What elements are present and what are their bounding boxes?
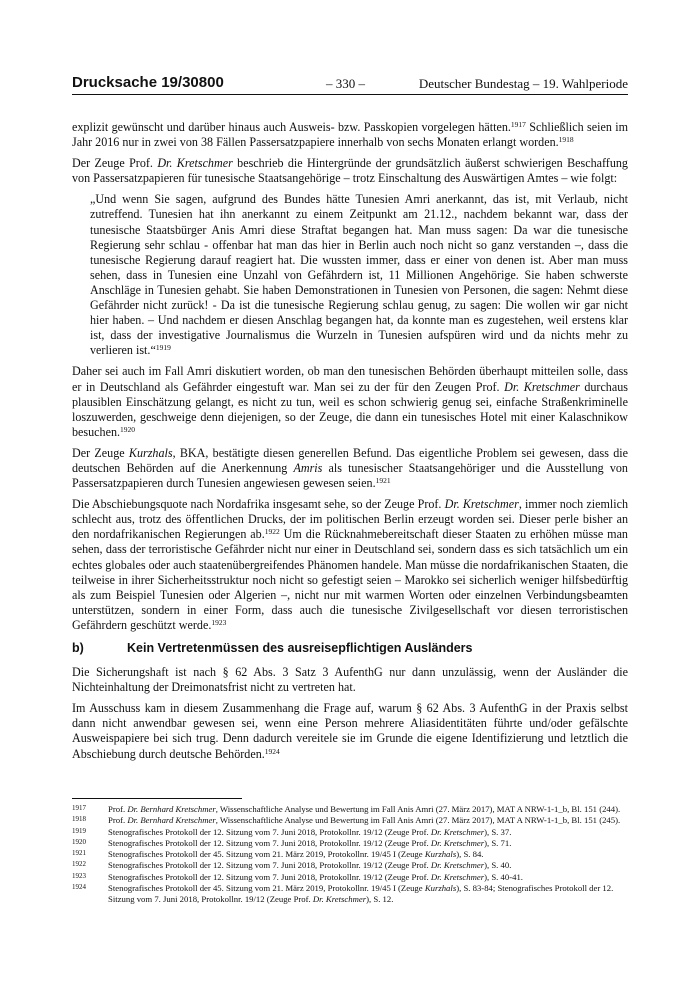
header-rule <box>72 94 628 95</box>
footnote: 1924 Stenografisches Protokoll der 45. Sitzung vom 21. März 2019, Protokollnr. 19/45 I (Zeuge Kurzhals), S. 83-84; Stenografisches Protokoll der 12. Sitzung vom 7. Juni 2018, Protokollnr. 19/12 (Zeuge Prof. Dr. Kretschmer), S. 12. <box>72 883 614 905</box>
doc-prefix: Drucksache 19/ <box>72 74 183 91</box>
footnote-ref[interactable]: 1923 <box>211 617 227 627</box>
footnote-ref[interactable]: 1924 <box>264 746 280 756</box>
footnotes <box>72 804 628 906</box>
footnote: 1919 Stenografisches Protokoll der 12. Sitzung vom 7. Juni 2018, Protokollnr. 19/12 (Zeuge Prof. Dr. Kretschmer), S. 37. <box>72 826 512 837</box>
footnote-ref[interactable]: 1920 <box>120 424 136 434</box>
footnote: 1918 Prof. Dr. Bernhard Kretschmer, Wissenschaftliche Analyse und Bewertung im Fall Anis Amri (27. März 2017), MAT A NRW-1-1_b, Bl. 151 (245). <box>72 815 621 826</box>
paragraph-3: Daher sei auch im Fall Amri diskutiert worden, ob man den tunesischen Behörden überhaupt mitteilen solle, dass er in Deutschland als Gefährder eingestuft war. Man sei zu der für den Zeugen Prof. Dr. Kretschmer durchaus plausiblen Einschätzung gelangt, es nicht zu tun, weil es schon schwierig genug sei, einfache Straßenkriminelle loszuwerden, geschweige denn diejenigen, so der Zeuge, die dann ein tunesisches Hotel mit einer Kalaschnikow besuchen.$^{1920}$ <box>72 364 628 439</box>
paragraph-1: explizit gewünscht und darüber hinaus auch Ausweis- bzw. Passkopien vorgelegen hätten.$^{1917}$ Schließlich seien im Jahr 2016 nur in zwei von 38 Fällen Passersatzpapiere innerhalb von sechs Monaten erlangt worden.$^{1918}$ <box>72 120 628 150</box>
paragraph-5: Die Abschiebungsquote nach Nordafrika insgesamt sehe, so der Zeuge Prof. Dr. Kretschmer, immer noch ziemlich schlecht aus, trotz des öffentlichen Drucks, der im politischen Berlin erzeugt worden sei. Dieser perle bisher an den nordafrikanischen Regierungen ab.$^{1922}$ Um die Rücknahmebereitschaft dieser Staaten zu erhöhen müsse man sehen, dass der terroristische Gefährder nicht nur einer in Deutschland sei, sondern dass es sich tatsächlich um ein echtes globales oder auch staatenübergreifendes Phänomen handele. Man müsse die nordafrikanischen Staaten, die teilweise in ihrer Sicherheitsstruktur noch nicht so gefestigt seien – Marokko sei sicherlich weniger hilfsbedürftig als zum Beispiel Tunesien oder Algerien –, nicht nur mit warmen Worten oder einzelnen Verbindungsbeamten unterstützen, sondern in einer Form, dass auch die tunesische Zivilgesellschaft vor diesen terroristischen Gefährdern geschützt werde.$^{1923}$ <box>72 497 628 632</box>
main-text <box>72 120 628 768</box>
footnote-ref[interactable]: 1918 <box>558 135 574 145</box>
paragraph-4: Der Zeuge Kurzhals, BKA, bestätigte diesen generellen Befund. Das eigentliche Problem sei gewesen, dass die deutschen Behörden auf die Anerkennung Amris als tunesischer Staatsangehöriger und die Ausstellung von Passersatzpapieren durch Tunesien angewiesen gewesen seien.$^{1921}$ <box>72 445 628 491</box>
doc-number: 30800 <box>182 74 224 91</box>
footnote-ref[interactable]: 1917 <box>510 120 526 129</box>
footnote: 1921 Stenografisches Protokoll der 45. Sitzung vom 21. März 2019, Protokollnr. 19/45 I (Zeuge Kurzhals), S. 84. <box>72 849 484 860</box>
footnote-ref[interactable]: 1919 <box>155 343 171 353</box>
document-number <box>72 74 224 91</box>
footnote-rule <box>72 798 242 799</box>
footnote-ref[interactable]: 1922 <box>264 527 280 537</box>
page-header <box>72 74 628 94</box>
footnote: 1917 Prof. Dr. Bernhard Kretschmer, Wissenschaftliche Analyse und Bewertung im Fall Anis Amri (27. März 2017), MAT A NRW-1-1_b, Bl. 151 (244). <box>72 804 621 814</box>
footnote: 1920 Stenografisches Protokoll der 12. Sitzung vom 7. Juni 2018, Protokollnr. 19/12 (Zeuge Prof. Dr. Kretschmer), S. 71. <box>72 837 512 848</box>
header-parliament: Deutscher Bundestag – 19. Wahlperiode <box>418 76 628 91</box>
paragraph-2: Der Zeuge Prof. Dr. Kretschmer beschrieb die Hintergründe der grundsätzlich äußerst schwierigen Beschaffung von Passersatzpapieren für tunesische Staatsangehörige – trotz Einschaltung des Auswärtigen Amtes – wie folgt: <box>72 156 628 186</box>
section-letter: b) <box>72 641 84 655</box>
paragraph-6: Die Sicherungshaft ist nach § 62 Abs. 3 Satz 3 AufenthG nur dann unzulässig, wenn der Ausländer die Nichteinhaltung der Dreimonatsfrist nicht zu vertreten hat. <box>72 665 628 695</box>
section-title: Kein Vertretenmüssen des ausreisepflichtigen Ausländers <box>127 641 473 655</box>
page-number: – 330 – <box>326 76 365 91</box>
footnote-ref[interactable]: 1921 <box>375 476 391 486</box>
paragraph-7: Im Ausschuss kam in diesem Zusammenhang die Frage auf, warum § 62 Abs. 3 AufenthG in der Praxis selbst dann nicht anwendbar gewesen sei, wenn eine Person mehrere Aliasidentitäten führte und/oder gefälschte Ausweispapiere bei sich trug. Denn dadurch vereitele sie im Grunde die eigene Identifizierung und letztlich die Abschiebung durch deutsche Behörden.$^{1924}$ <box>72 701 628 761</box>
section-heading <box>72 641 628 656</box>
block-quote: „Und wenn Sie sagen, aufgrund des Bundes hätte Tunesien Amri anerkannt, das ist, mit Verlaub, nicht zutreffend. Tunesien hat ihn anerkannt zu einem Zeitpunkt am 21.12., nachdem bekannt war, dass der tunesische Staatsbürger Anis Amri diese Straftat begangen hat. Man muss sagen: Da war die tunesische Regierung sehr schlau - offenbar hat man das hier in Berlin auch noch nicht so ganz verstanden –, dass die tunesische Regierung darauf reagiert hat. Die wussten immer, dass er einer von denen ist. Aber man muss sehen, dass in Tunesien eine Unzahl von Gefährdern ist, 11 Millionen Angehörige. Sie haben schwerste Anschläge in Tunesien gehabt. Sie haben Demonstrationen in Tunesien von Personen, die sagen: Nehmt diese Gefährder nicht zurück! - Da ist die tunesische Regierung schlau genug, zu sagen: Die wollen wir gar nicht hier haben. – Und nachdem er diesen Anschlag begangen hat, da konnte man es zugestehen, weil erstens klar ist, dass der investigative Journalismus die Wurzeln in Tunesien aufspüren wird und da nichts mehr zu verlieren ist.“$^{1919}$ <box>90 192 628 358</box>
footnote: 1922 Stenografisches Protokoll der 12. Sitzung vom 7. Juni 2018, Protokollnr. 19/12 (Zeuge Prof. Dr. Kretschmer), S. 40. <box>72 860 512 871</box>
footnote: 1923 Stenografisches Protokoll der 12. Sitzung vom 7. Juni 2018, Protokollnr. 19/12 (Zeuge Prof. Dr. Kretschmer), S. 40-41. <box>72 871 523 882</box>
